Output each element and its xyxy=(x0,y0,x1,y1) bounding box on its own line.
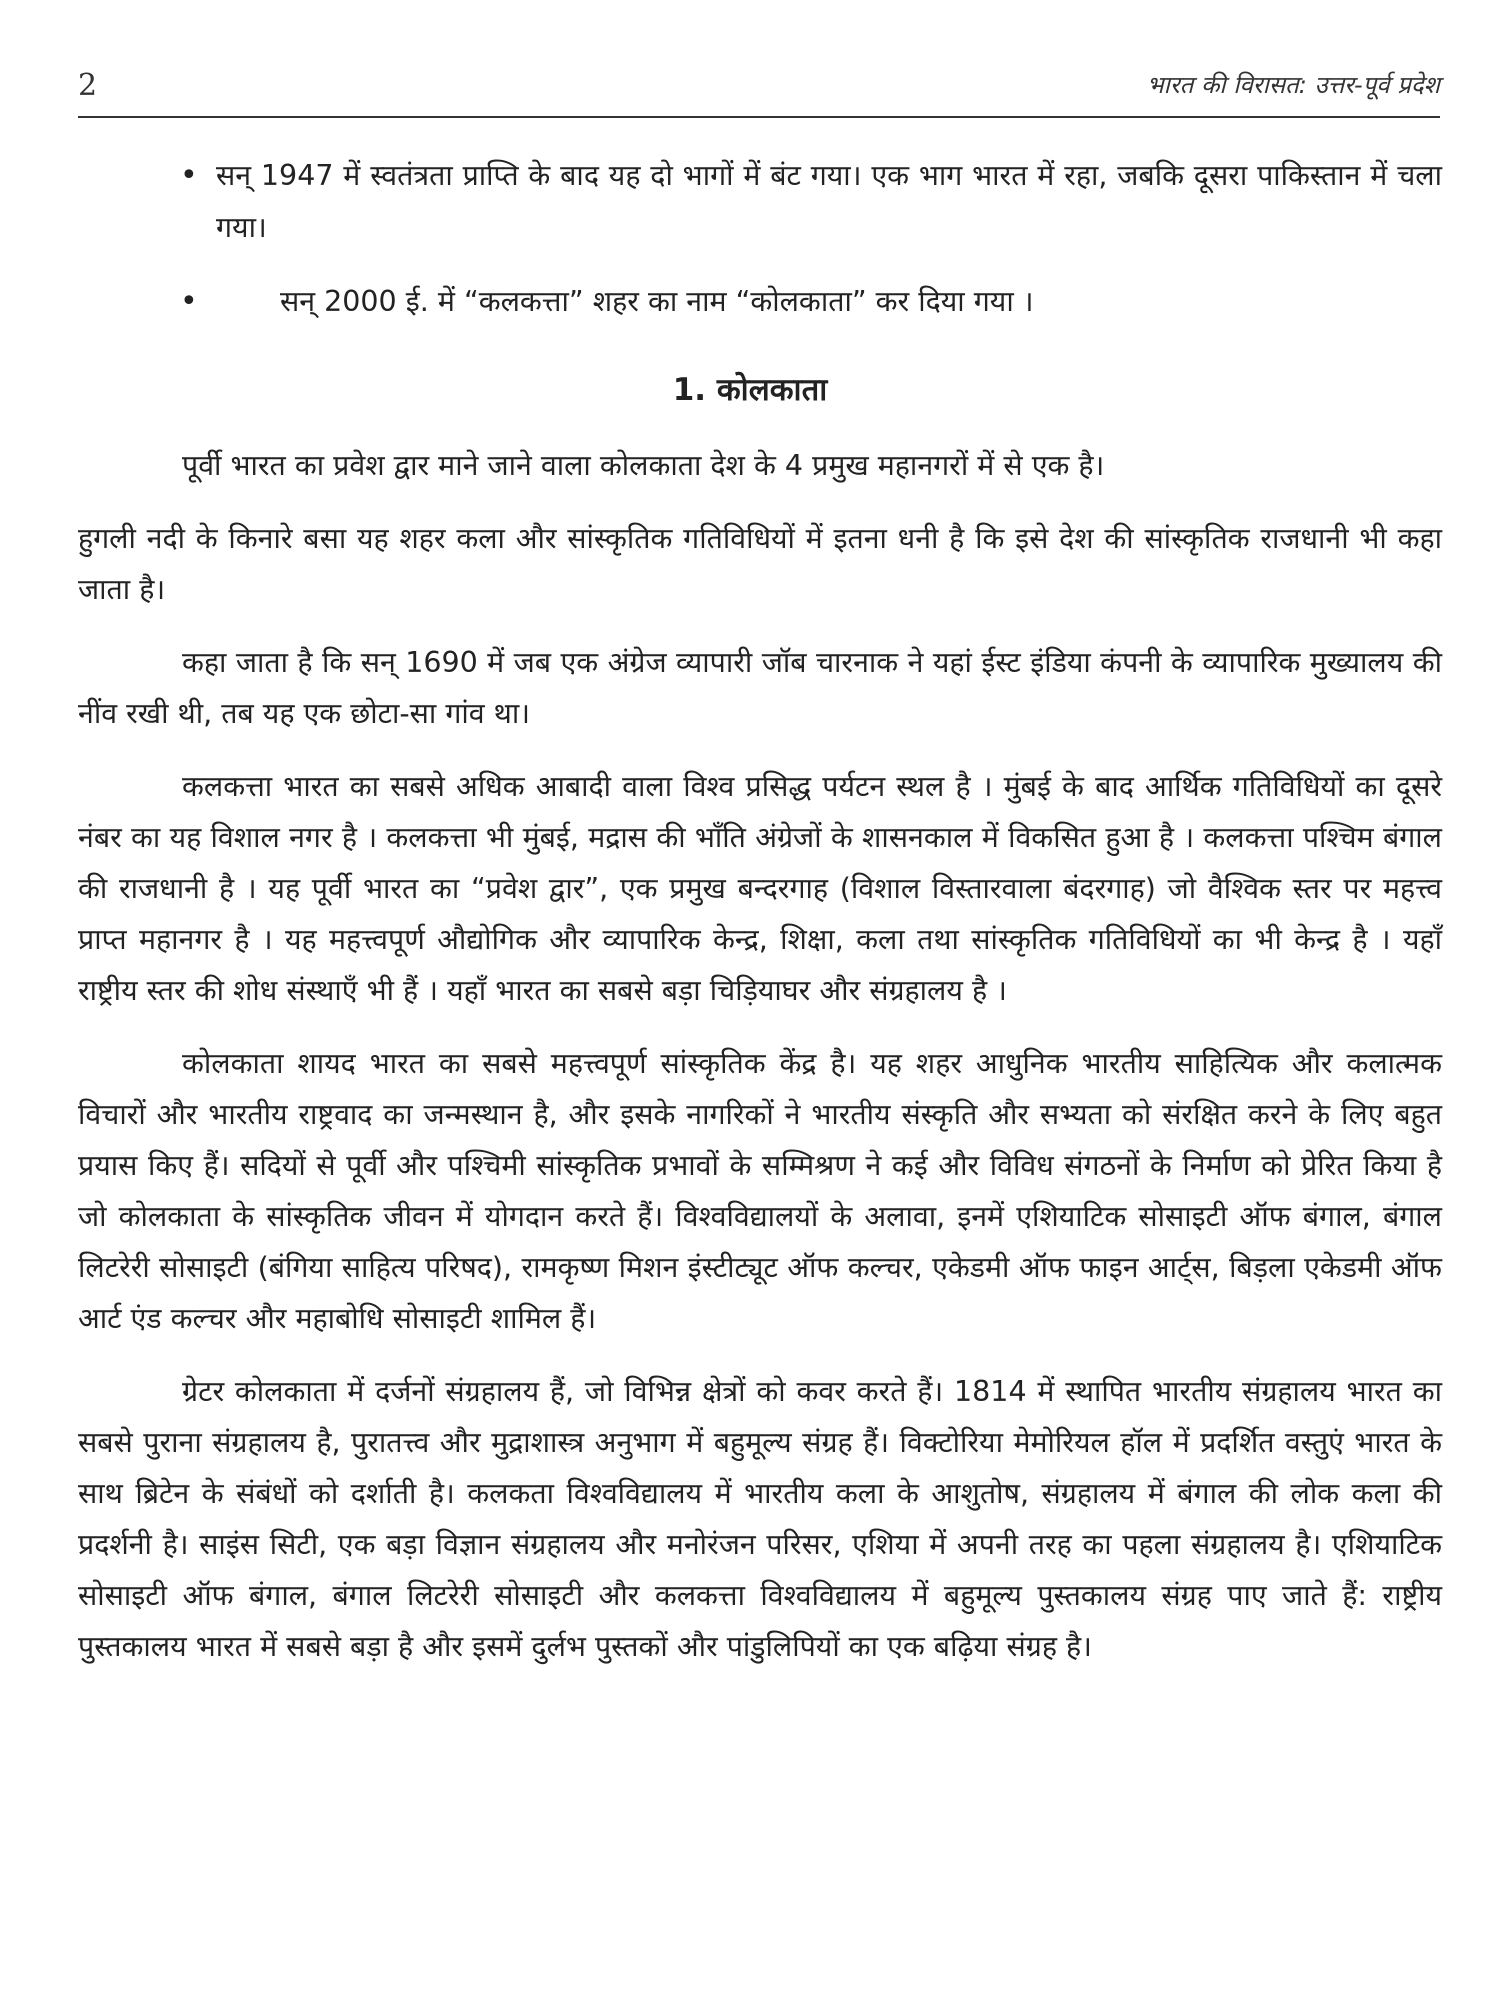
page-number: 2 xyxy=(78,68,98,103)
paragraph: कहा जाता है कि सन् 1690 में जब एक अंग्रेज व्यापारी जॉब चारनाक ने यहां ईस्ट इंडिया कंपनी के व्यापारिक मुख्यालय की नींव रखी थी, तब यह एक छोटा-सा गांव था। xyxy=(78,646,1442,730)
bullet-item xyxy=(180,276,1442,328)
body-text xyxy=(78,440,1442,1694)
bullet-list xyxy=(180,150,1442,350)
page-header xyxy=(78,60,1440,118)
paragraph: कलकत्ता भारत का सबसे अधिक आबादी वाला विश्व प्रसिद्ध पर्यटन स्थल है । मुंबई के बाद आर्थिक गतिविधियों का दूसरे नंबर का यह विशाल नगर है । कलकत्ता भी मुंबई, मद्रास की भाँति अंग्रेजों के शासनकाल में विकसित हुआ है । कलकत्ता पश्चिम बंगाल की राजधानी है । यह पूर्वी भारत का “प्रवेश द्वार”, एक प्रमुख बन्दरगाह (विशाल विस्तारवाला बंदरगाह) जो वैश्विक स्तर पर महत्त्व प्राप्त महानगर है । यह महत्त्वपूर्ण औद्योगिक और व्यापारिक केन्द्र, शिक्षा, कला तथा सांस्कृतिक गतिविधियों का भी केन्द्र है । यहाँ राष्ट्रीय स्तर की शोध संस्थाएँ भी हैं । यहाँ भारत का सबसे बड़ा चिड़ियाघर और संग्रहालय है । xyxy=(78,770,1442,1007)
paragraph: हुगली नदी के किनारे बसा यह शहर कला और सांस्कृतिक गतिविधियों में इतना धनी है कि इसे देश की सांस्कृतिक राजधानी भी कहा जाता है। xyxy=(78,522,1442,606)
paragraph: ग्रेटर कोलकाता में दर्जनों संग्रहालय हैं, जो विभिन्न क्षेत्रों को कवर करते हैं। 1814 में स्थापित भारतीय संग्रहालय भारत का सबसे पुराना संग्रहालय है, पुरातत्त्व और मुद्राशास्त्र अनुभाग में बहुमूल्य संग्रह हैं। विक्टोरिया मेमोरियल हॉल में प्रदर्शित वस्तुएं भारत के साथ ब्रिटेन के संबंधों को दर्शाती है। कलकता विश्वविद्यालय में भारतीय कला के आशुतोष, संग्रहालय में बंगाल की लोक कला की प्रदर्शनी है। साइंस सिटी, एक बड़ा विज्ञान संग्रहालय और मनोरंजन परिसर, एशिया में अपनी तरह का पहला संग्रहालय है। एशियाटिक सोसाइटी ऑफ बंगाल, बंगाल लिटरेरी सोसाइटी और कलकत्ता विश्वविद्यालय में बहुमूल्य पुस्तकालय संग्रह पाए जाते हैं: राष्ट्रीय पुस्तकालय भारत में सबसे बड़ा है और इसमें दुर्लभ पुस्तकों और पांडुलिपियों का एक बढ़िया संग्रह है। xyxy=(78,1375,1442,1663)
bullet-text: सन् 2000 ई. में “कलकत्ता” शहर का नाम “कोलकाता” कर दिया गया । xyxy=(280,285,1034,318)
running-head: भारत की विरासत: उत्तर-पूर्व प्रदेश xyxy=(1146,71,1440,99)
paragraph: कोलकाता शायद भारत का सबसे महत्त्वपूर्ण सांस्कृतिक केंद्र है। यह शहर आधुनिक भारतीय साहित्यिक और कलात्मक विचारों और भारतीय राष्ट्रवाद का जन्मस्थान है, और इसके नागरिकों ने भारतीय संस्कृति और सभ्यता को संरक्षित करने के लिए बहुत प्रयास किए हैं। सदियों से पूर्वी और पश्चिमी सांस्कृतिक प्रभावों के सम्मिश्रण ने कई और विविध संगठनों के निर्माण को प्रेरित किया है जो कोलकाता के सांस्कृतिक जीवन में योगदान करते हैं। विश्वविद्यालयों के अलावा, इनमें एशियाटिक सोसाइटी ऑफ बंगाल, बंगाल लिटरेरी सोसाइटी (बंगिया साहित्य परिषद), रामकृष्ण मिशन इंस्टीट्यूट ऑफ कल्चर, एकेडमी ऑफ फाइन आर्ट्स, बिड़ला एकेडमी ऑफ आर्ट एंड कल्चर और महाबोधि सोसाइटी शामिल हैं। xyxy=(78,1047,1442,1335)
paragraph: पूर्वी भारत का प्रवेश द्वार माने जाने वाला कोलकाता देश के 4 प्रमुख महानगरों में से एक है। xyxy=(182,449,1105,482)
section-title: 1. कोलकाता xyxy=(672,372,828,408)
bullet-item: • सन् 1947 में स्वतंत्रता प्राप्ति के बाद यह दो भागों में बंट गया। एक भाग भारत में रहा, जबकि दूसरा पाकिस्तान में चला गया। xyxy=(180,150,1442,254)
